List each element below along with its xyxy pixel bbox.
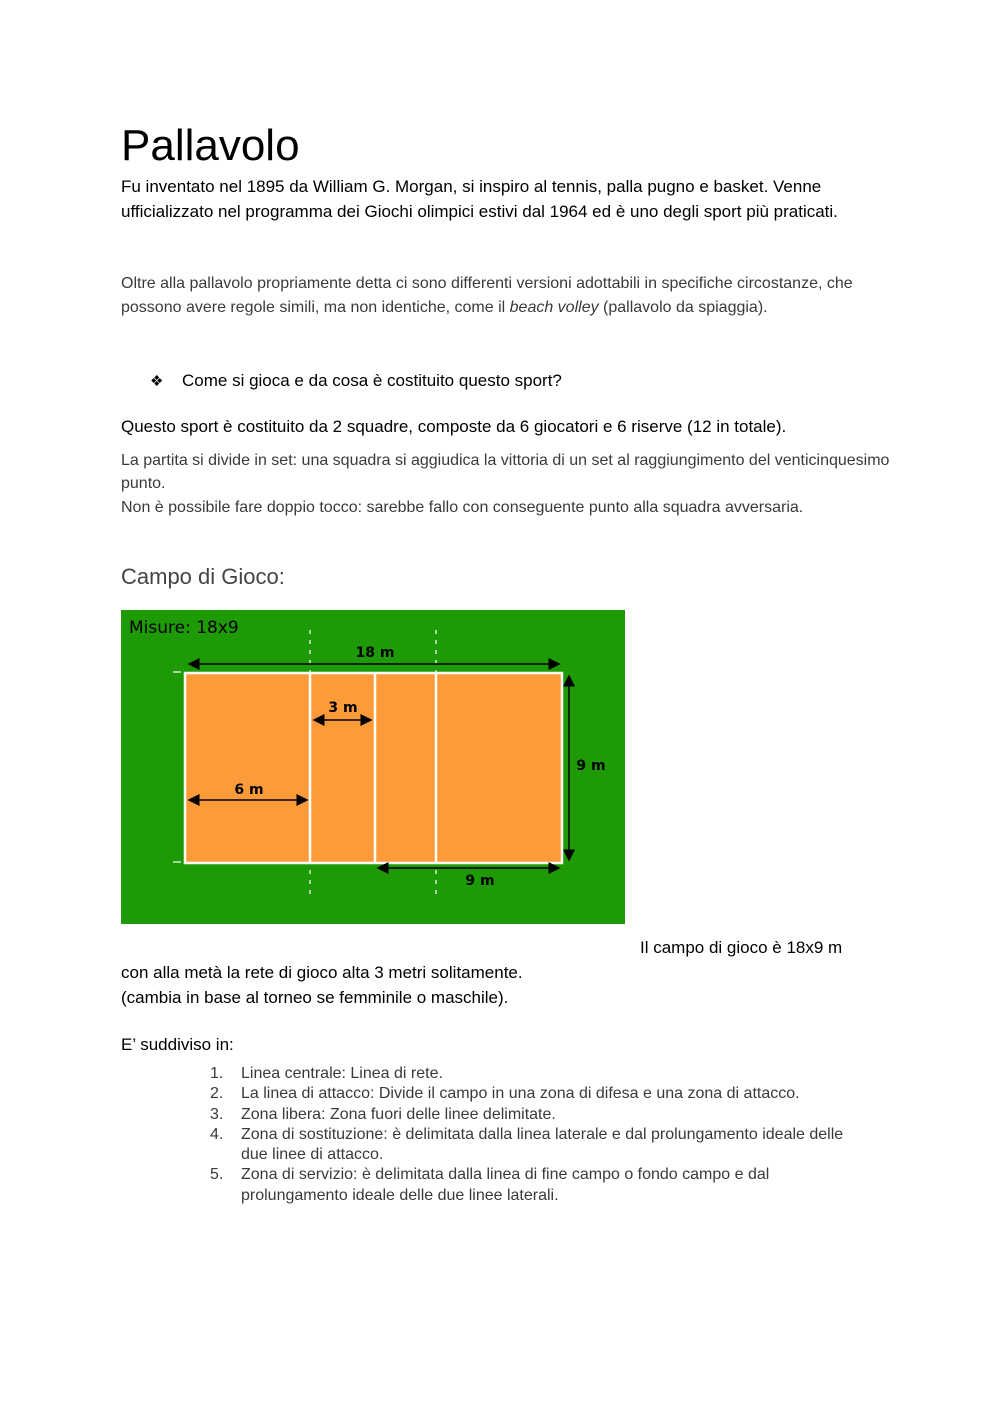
- list-item: [200, 1105, 870, 1125]
- court-diagram: [121, 610, 625, 924]
- list-number: 3.: [210, 1105, 224, 1123]
- list-text: La linea di attacco: Divide il campo in una zona di difesa e una zona di attacco.: [241, 1085, 800, 1103]
- measures-label: Misure: 18x9: [129, 618, 239, 638]
- court-surface: [185, 673, 562, 863]
- list-item: [200, 1125, 870, 1166]
- teams-paragraph: Questo sport è costituito da 2 squadre, composte da 6 giocatori e 6 riserve (12 in totale).: [121, 417, 787, 436]
- list-number: 5.: [210, 1166, 224, 1184]
- double-touch-rule: Non è possibile fare doppio tocco: sarebbe fallo con conseguente punto alla squadra avversaria.: [121, 498, 804, 516]
- half-label: 6 m: [234, 782, 264, 798]
- beach-volley-italic: beach volley: [509, 298, 599, 316]
- diamond-bullet-icon: ❖: [150, 373, 164, 390]
- net-paragraph: [121, 960, 881, 1010]
- divided-intro: E’ suddiviso in:: [121, 1035, 234, 1054]
- list-text: Zona di sostituzione: è delimitata dalla linea laterale e dal prolungamento ideale delle due linee di attacco.: [241, 1125, 844, 1164]
- list-number: 1.: [210, 1065, 224, 1082]
- page-title: Pallavolo: [121, 121, 300, 170]
- list-item: [200, 1084, 870, 1104]
- list-text: Zona di servizio: è delimitata dalla linea di fine campo o fondo campo e dal prolungamento ideale delle due linee laterali.: [241, 1166, 770, 1204]
- bottom-label: 9 m: [465, 873, 495, 889]
- length-label: 18 m: [355, 645, 395, 661]
- list-number: 2.: [210, 1085, 224, 1103]
- versions-text-after: (pallavolo da spiaggia).: [598, 298, 768, 316]
- net-text: con alla metà la rete di gioco alta 3 metri solitamente.: [121, 963, 523, 982]
- question-bullet: [150, 369, 562, 394]
- list-text: Linea centrale: Linea di rete.: [241, 1065, 443, 1082]
- intro-paragraph: Fu inventato nel 1895 da William G. Morgan, si inspiro al tennis, palla pugno e basket. Venne ufficializzato nel programma dei Giochi olimpici estivi dal 1964 ed è uno degli sport più praticati.: [121, 177, 838, 221]
- versions-text-before: Oltre alla pallavolo propriamente detta ci sono differenti versioni adottabili in specifiche circostanze, che possono avere regole simili, ma non identiche, come il: [121, 275, 853, 316]
- versions-paragraph: [121, 272, 881, 319]
- attack-zone-label: 3 m: [328, 700, 358, 716]
- rules-paragraph: [121, 440, 891, 519]
- list-text: Zona libera: Zona fuori delle linee delimitate.: [241, 1105, 556, 1123]
- width-label: 9 m: [576, 758, 606, 774]
- list-item: [200, 1064, 870, 1084]
- list-number: 4.: [210, 1125, 224, 1143]
- list-item: [200, 1165, 870, 1206]
- sets-rule: La partita si divide in set: una squadra si aggiudica la vittoria di un set al raggiungimento del venticinquesimo punto.: [121, 452, 890, 493]
- zones-list: [200, 1064, 870, 1206]
- section-heading: Campo di Gioco:: [121, 564, 285, 589]
- court-caption: Il campo di gioco è 18x9 m: [640, 938, 843, 957]
- question-text: Come si gioca e da cosa è costituito questo sport?: [182, 371, 562, 390]
- net-note: (cambia in base al torneo se femminile o maschile).: [121, 988, 509, 1007]
